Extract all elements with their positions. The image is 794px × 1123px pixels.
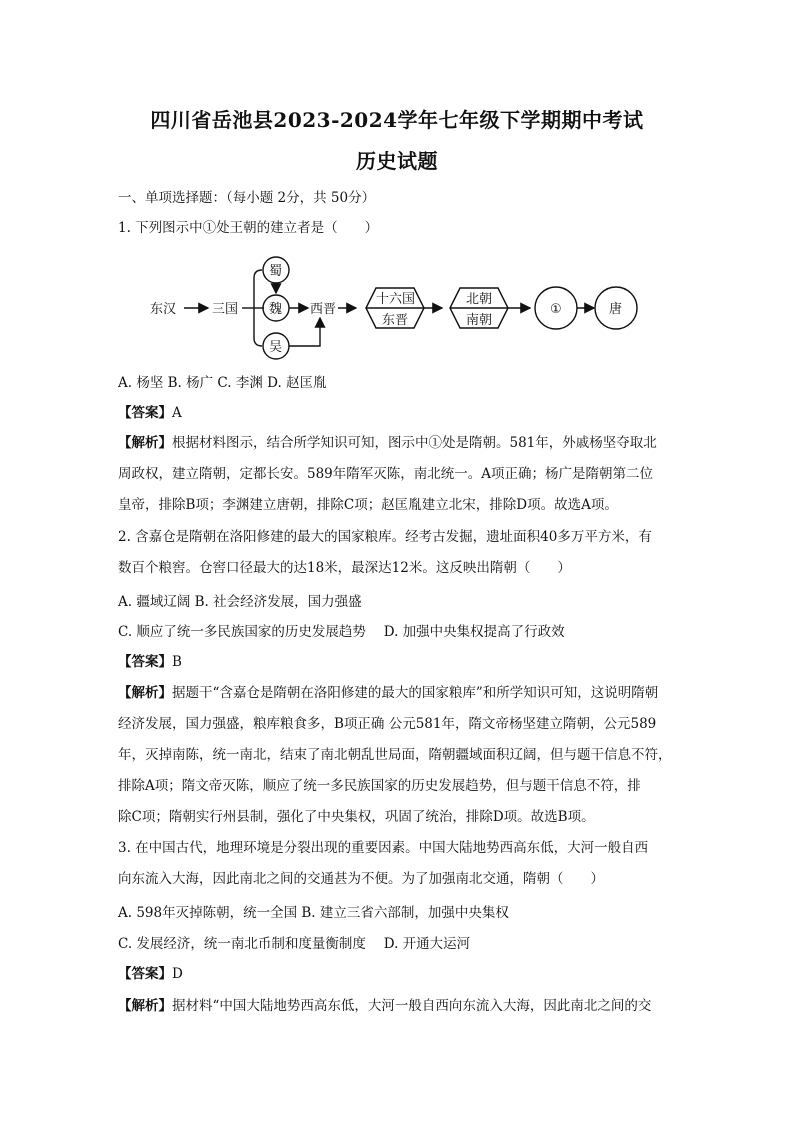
- stem-row: 数百个粮窖。仓窖口径最大的达18米，最深达12米。这反映出隋朝（ ）: [118, 560, 571, 576]
- section-heading: 一、单项选择题：（每小题 2分，共 50分）: [118, 190, 376, 206]
- q1-answer: [118, 403, 678, 423]
- q1-stem: 1. 下列图示中①处王朝的建立者是（ ）: [118, 220, 379, 236]
- q1-analysis: [118, 428, 680, 521]
- label-nanchao: 南朝: [466, 313, 493, 328]
- q2-options-row1: A. 疆域辽阔 B. 社会经济发展，国力强盛: [118, 594, 362, 610]
- label-beichao: 北朝: [466, 292, 493, 307]
- label-shu: 蜀: [269, 264, 283, 279]
- q3-options-row1: A. 598年灭掉陈朝，统一全国 B. 建立三省六部制，加强中央集权: [118, 905, 509, 921]
- analysis-row: 年，灭掉南陈，统一南北，结束了南北朝乱世局面，隋朝疆域面积辽阔，但与题干信息不符，: [118, 747, 672, 763]
- label-tang: 唐: [609, 302, 623, 317]
- analysis-row: 据题干“含嘉仓是隋朝在洛阳修建的最大的国家粮库”和所学知识可知，这说明隋朝: [172, 685, 659, 701]
- q1-options: A. 杨坚 B. 杨广 C. 李渊 D. 赵匡胤: [118, 375, 327, 391]
- analysis-label: 【解析】: [118, 685, 172, 701]
- answer-label: 【答案】: [118, 966, 172, 982]
- q2-stem: [118, 522, 680, 584]
- label-circle-1: ①: [550, 302, 562, 317]
- q2-analysis: [118, 678, 680, 833]
- answer-label: 【答案】: [118, 654, 172, 670]
- answer-value: D: [172, 966, 183, 982]
- analysis-row: 皇帝，排除B项；李渊建立唐朝，排除C项；赵匡胤建立北宋，排除D项。故选A项。: [118, 497, 618, 513]
- exam-subject-title: 历史试题: [356, 149, 438, 173]
- stem-row: 向东流入大海，因此南北之间的交通甚为不便。为了加强南北交通，隋朝（ ）: [118, 871, 604, 887]
- stem-row: 2. 含嘉仓是隋朝在洛阳修建的最大的国家粮库。经考古发掘，遗址面积40多万平方米，有: [118, 529, 652, 545]
- answer-label: 【答案】: [118, 405, 172, 421]
- label-dongjin: 东晋: [382, 313, 409, 328]
- q2-answer: [118, 652, 678, 672]
- analysis-label: 【解析】: [118, 435, 172, 451]
- label-sanguo: 三国: [212, 302, 239, 317]
- analysis-row: 经济发展，国力强盛，粮库粮食多，B项正确 公元581年，隋文帝杨坚建立隋朝，公元589: [118, 716, 657, 732]
- q2-options-row2: C. 顺应了统一多民族国家的历史发展趋势 D. 加强中央集权提高了行政效: [118, 624, 565, 640]
- label-xijin: 西晋: [310, 302, 337, 317]
- dynasty-diagram: [150, 248, 650, 360]
- exam-title: 四川省岳池县2023-2024学年七年级下学期期中考试: [150, 108, 644, 132]
- analysis-row: 周政权，建立隋朝，定都长安。589年隋军灭陈，南北统一。A项正确；杨广是隋朝第二位: [118, 466, 654, 482]
- label-shiliuguo: 十六国: [376, 292, 416, 307]
- analysis-label: 【解析】: [118, 998, 172, 1014]
- q3-answer: [118, 964, 678, 984]
- q3-options-row2: C. 发展经济，统一南北币制和度量衡制度 D. 开通大运河: [118, 936, 471, 952]
- analysis-row: 除C项；隋朝实行州县制，强化了中央集权，巩固了统治，排除D项。故选B项。: [118, 809, 595, 825]
- answer-value: A: [172, 405, 182, 421]
- q3-analysis: [118, 996, 678, 1016]
- analysis-row: 根据材料图示，结合所学知识可知，图示中①处是隋朝。581年，外戚杨坚夺取北: [172, 435, 657, 451]
- label-wei: 魏: [269, 302, 283, 317]
- answer-value: B: [172, 654, 182, 670]
- analysis-row: 据材料“中国大陆地势西高东低，大河一般自西向东流入大海，因此南北之间的交: [172, 998, 652, 1014]
- stem-row: 3. 在中国古代，地理环境是分裂出现的重要因素。中国大陆地势西高东低，大河一般自西: [118, 840, 649, 856]
- label-donghan: 东汉: [150, 302, 177, 317]
- label-wu: 吴: [269, 340, 283, 355]
- analysis-row: 排除A项；隋文帝灭陈，顺应了统一多民族国家的历史发展趋势，但与题干信息不符，排: [118, 778, 641, 794]
- q3-stem: [118, 833, 680, 895]
